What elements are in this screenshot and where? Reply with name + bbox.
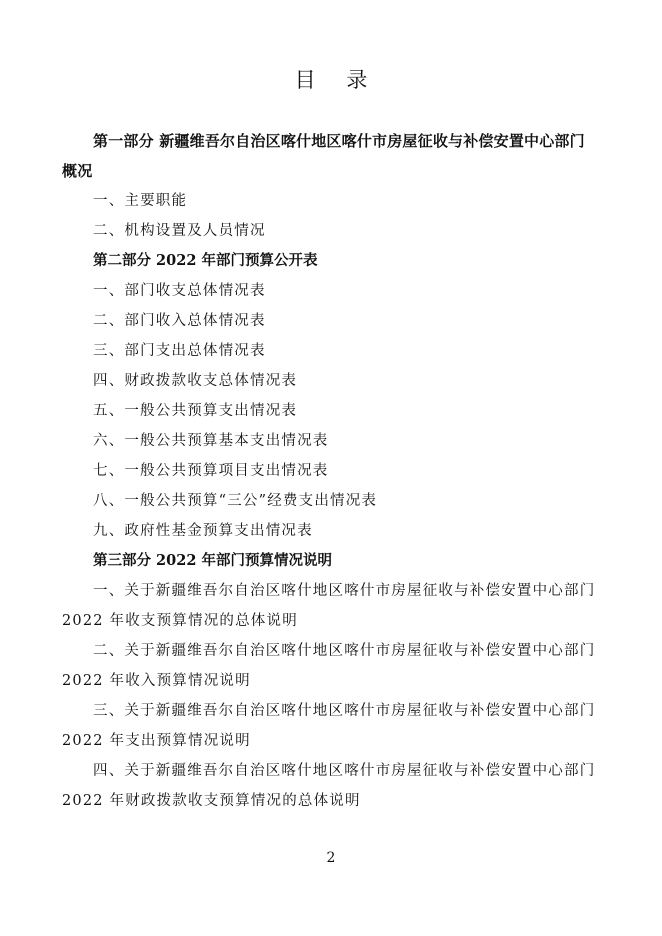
toc-item-2-2[interactable]: 二、部门收入总体情况表 — [93, 313, 266, 329]
page-number: 2 — [326, 850, 336, 866]
toc-item-2-3[interactable]: 三、部门支出总体情况表 — [93, 343, 266, 359]
toc-item-2-6[interactable]: 六、一般公共预算基本支出情况表 — [93, 433, 329, 449]
toc-item-3-2[interactable]: 二、关于新疆维吾尔自治区喀什地区喀什市房屋征收与补偿安置中心部门2022 年收入预算情况说明 — [62, 643, 596, 689]
page-title: 目 录 — [294, 68, 380, 92]
toc-item-2-8[interactable]: 八、一般公共预算“三公”经费支出情况表 — [93, 493, 378, 509]
toc-item-3-1[interactable]: 一、关于新疆维吾尔自治区喀什地区喀什市房屋征收与补偿安置中心部门2022 年收支预算情况的总体说明 — [62, 583, 596, 629]
toc-item-3-3[interactable]: 三、关于新疆维吾尔自治区喀什地区喀什市房屋征收与补偿安置中心部门2022 年支出预算情况说明 — [62, 703, 596, 749]
table-of-contents — [62, 126, 600, 816]
toc-item-2-5[interactable]: 五、一般公共预算支出情况表 — [93, 403, 298, 419]
toc-item-2-4[interactable]: 四、财政拨款收支总体情况表 — [93, 373, 298, 389]
toc-item-2-1[interactable]: 一、部门收支总体情况表 — [93, 283, 266, 299]
toc-item-2-7[interactable]: 七、一般公共预算项目支出情况表 — [93, 463, 329, 479]
toc-part-3-heading[interactable]: 第三部分 2022 年部门预算情况说明 — [93, 552, 332, 569]
toc-part-1-heading[interactable]: 第一部分 新疆维吾尔自治区喀什地区喀什市房屋征收与补偿安置中心部门概况 — [62, 132, 585, 180]
toc-item-main-functions[interactable]: 一、主要职能 — [93, 193, 188, 209]
toc-item-2-9[interactable]: 九、政府性基金预算支出情况表 — [93, 523, 313, 539]
toc-item-3-4[interactable]: 四、关于新疆维吾尔自治区喀什地区喀什市房屋征收与补偿安置中心部门2022 年财政拨款收支预算情况的总体说明 — [62, 763, 596, 809]
toc-item-organization[interactable]: 二、机构设置及人员情况 — [93, 223, 266, 239]
toc-part-2-heading[interactable]: 第二部分 2022 年部门预算公开表 — [93, 252, 318, 269]
